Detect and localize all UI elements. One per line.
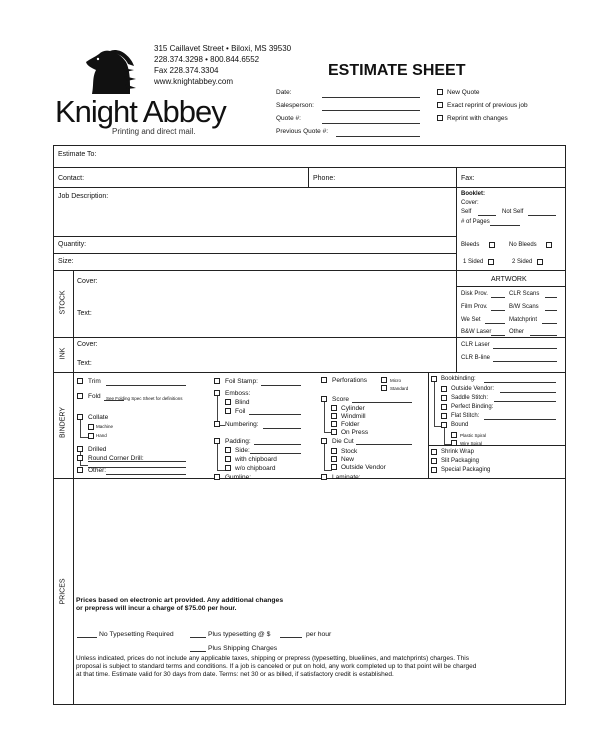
artwork-film-field[interactable] (491, 310, 505, 311)
side-field[interactable] (250, 453, 301, 454)
round-corner-checkbox[interactable] (77, 455, 83, 461)
new-quote-label: New Quote (447, 89, 480, 96)
exact-reprint-label: Exact reprint of previous job (447, 102, 528, 109)
outside-vendor-4-checkbox[interactable] (441, 386, 447, 392)
stock-checkbox[interactable] (331, 448, 337, 454)
pages-label: # of Pages (461, 219, 490, 225)
fold-checkbox[interactable] (77, 393, 83, 399)
new-checkbox[interactable] (331, 456, 337, 462)
phone-label: Phone: (313, 175, 336, 182)
typesetting-rate-field[interactable] (280, 637, 302, 638)
plus-typesetting-check-field[interactable] (190, 637, 206, 638)
laminate-checkbox[interactable] (321, 474, 327, 480)
pages-field[interactable] (490, 225, 520, 226)
trim-checkbox[interactable] (77, 378, 83, 384)
padding-label: Padding: (225, 438, 251, 445)
ink-section-label: INK (59, 347, 67, 360)
col-divider (456, 167, 457, 372)
terms-line-1: Unless indicated, prices do not include any applicable taxes, shipping or prepress (typesetting, blueliines, and matchprints) charges. This (76, 655, 469, 662)
two-sided-checkbox[interactable] (537, 259, 543, 265)
numbering-label: Numbering: (225, 421, 259, 428)
micro-label: Micro (390, 378, 401, 383)
saddle-stitch-field[interactable] (494, 401, 556, 402)
windmill-label: Windmill (341, 413, 366, 420)
no-bleeds-checkbox[interactable] (546, 242, 552, 248)
company-tagline: Printing and direct mail. (112, 127, 196, 136)
standard-label: Standard (390, 386, 409, 391)
estimate-to-label: Estimate To: (58, 151, 97, 158)
row-divider (53, 337, 566, 338)
other-field[interactable] (106, 474, 186, 475)
collate-tree (80, 420, 88, 438)
reprint-changes-label: Reprint with changes (447, 115, 508, 122)
quantity-label: Quantity: (58, 241, 87, 248)
bleeds-checkbox[interactable] (489, 242, 495, 248)
wo-chipboard-label: w/o chipboard (235, 465, 276, 472)
slit-packaging-label: Slit Packaging (441, 458, 480, 464)
stock-text-label: Text: (77, 310, 92, 317)
company-website: www.knightabbey.com (154, 77, 233, 86)
artwork-we-set-field[interactable] (485, 323, 505, 324)
flat-stitch-checkbox[interactable] (441, 413, 447, 419)
row-divider (53, 372, 566, 373)
wo-chipboard-checkbox[interactable] (225, 465, 231, 471)
perfect-binding-checkbox[interactable] (441, 404, 447, 410)
with-chipboard-label: with chipboard (235, 456, 277, 463)
two-sided-label: 2 Sided (512, 259, 533, 265)
fold-label: Fold (88, 393, 101, 400)
one-sided-checkbox[interactable] (488, 259, 494, 265)
foil-checkbox[interactable] (225, 408, 231, 414)
blind-label: Blind (235, 399, 250, 406)
gumline-label: Gumline: (225, 474, 252, 481)
outside-vendor-4-field[interactable] (500, 392, 556, 393)
foil-label: Foil (235, 408, 246, 415)
artwork-bw-laser: B&W Laser (461, 329, 492, 335)
prices-notice-2: or prepress will incur a charge of $75.00 per hour. (76, 605, 237, 612)
artwork-we-set: We Set (461, 317, 481, 323)
bookbinding-label: Bookbinding: (441, 376, 476, 382)
contact-label: Contact: (58, 175, 85, 182)
booklet-cover-label: Cover: (461, 200, 479, 206)
one-sided-label: 1 Sided (463, 259, 484, 265)
not-self-field[interactable] (528, 215, 556, 216)
artwork-clr-bline: CLR B-line (461, 355, 491, 361)
foil-stamp-checkbox[interactable] (214, 378, 220, 384)
padding-field[interactable] (254, 444, 301, 445)
stock-label: Stock (341, 448, 358, 455)
per-hour-label: per hour (306, 631, 332, 638)
side-label: Side: (235, 447, 250, 454)
outside-vendor-checkbox[interactable] (331, 464, 337, 470)
company-fax: Fax 228.374.3304 (154, 66, 219, 75)
plastic-spiral-checkbox[interactable] (451, 432, 457, 438)
company-address: 315 Caillavet Street • Biloxi, MS 39530 (154, 44, 292, 53)
artwork-bw-scans: B/W Scans (509, 304, 539, 310)
artwork-disk-prov: Disk Prov. (461, 291, 488, 297)
artwork-film-prov: Film Prov. (461, 304, 488, 310)
row-divider (53, 236, 456, 237)
plus-typesetting-label: Plus typesetting @ $ (208, 631, 271, 638)
artwork-other-field[interactable] (530, 335, 557, 336)
quote-number-field[interactable] (322, 123, 420, 124)
exact-reprint-checkbox[interactable] (437, 102, 443, 108)
perforations-label: Perforations (332, 377, 368, 384)
bookbinding-field[interactable] (484, 382, 556, 383)
other-checkbox[interactable] (77, 467, 83, 473)
perfect-binding-label: Perfect Binding: (451, 404, 494, 410)
numbering-field[interactable] (263, 428, 301, 429)
wire-spiral-checkbox[interactable] (451, 440, 457, 446)
fax-label: Fax: (461, 175, 475, 182)
artwork-clr-bline-field[interactable] (493, 361, 557, 362)
trim-label: Trim (88, 378, 101, 385)
folder-label: Folder (341, 421, 360, 428)
shrink-wrap-label: Shrink Wrap (441, 449, 474, 455)
plastic-spiral-label: Plastic Spiral (460, 433, 487, 438)
salesperson-field[interactable] (322, 110, 420, 111)
plus-shipping-field[interactable] (190, 651, 206, 652)
foil-stamp-field[interactable] (261, 385, 301, 386)
score-label: Score (332, 396, 349, 403)
on-press-label: On Press (341, 429, 369, 436)
die-cut-label: Die Cut (332, 438, 354, 445)
numbering-checkbox[interactable] (214, 421, 220, 427)
previous-quote-field[interactable] (336, 136, 420, 137)
ink-cover-label: Cover: (77, 341, 98, 348)
round-corner-label: Round Corner Drill: (88, 455, 144, 462)
no-typesetting-field[interactable] (77, 637, 97, 638)
company-name: Knight Abbey (55, 94, 226, 129)
knight-horse-logo (82, 48, 138, 98)
bindery-section-label: BINDERY (59, 407, 67, 438)
cylinder-checkbox[interactable] (331, 405, 337, 411)
flat-stitch-field[interactable] (484, 419, 556, 420)
saddle-stitch-checkbox[interactable] (441, 395, 447, 401)
reprint-changes-checkbox[interactable] (437, 115, 443, 121)
drilled-label: Drilled (88, 446, 107, 453)
artwork-bw-scans-field[interactable] (545, 310, 557, 311)
folder-checkbox[interactable] (331, 421, 337, 427)
col-divider (73, 270, 74, 705)
prices-section-label: PRICES (59, 578, 67, 605)
terms-line-2: proposal is subject to standard terms and conditions. If a job is canceled or put on hold, any work completed up to that point will be charged (76, 663, 477, 670)
wire-spiral-label: Wire Spiral (460, 441, 483, 446)
not-self-label: Not Self (502, 209, 524, 215)
machine-label: Machine (96, 424, 114, 429)
windmill-checkbox[interactable] (331, 413, 337, 419)
no-bleeds-label: No Bleeds (509, 242, 537, 248)
machine-checkbox[interactable] (88, 424, 94, 430)
foil-stamp-label: Foil Stamp: (225, 378, 258, 385)
hand-checkbox[interactable] (88, 433, 94, 439)
artwork-matchprint: Matchprint (509, 317, 538, 323)
blind-checkbox[interactable] (225, 399, 231, 405)
quote-number-label: Quote #: (276, 115, 301, 122)
row-divider (456, 286, 566, 287)
artwork-other: Other (509, 329, 525, 335)
slit-packaging-checkbox[interactable] (431, 458, 437, 464)
self-label: Self (461, 209, 472, 215)
fold-note: See Folding Spec Sheet for definitions (106, 396, 183, 401)
page-title: ESTIMATE SHEET (328, 62, 466, 79)
plus-shipping-label: Plus Shipping Charges (208, 645, 278, 652)
prices-notice-1: Prices based on electronic art provided. Any additional changes (76, 597, 284, 604)
row-divider (53, 478, 566, 479)
row-divider (53, 253, 456, 254)
ink-text-label: Text: (77, 360, 92, 367)
booklet-title: Booklet: (461, 191, 485, 197)
col-divider (428, 372, 429, 478)
artwork-clr-scans: CLR Scans (509, 291, 540, 297)
emboss-label: Emboss: (225, 390, 251, 397)
artwork-matchprint-field[interactable] (542, 323, 557, 324)
bound-label: Bound (451, 422, 469, 428)
bleeds-label: Bleeds (461, 242, 480, 248)
micro-checkbox[interactable] (381, 377, 387, 383)
other-label: Other: (88, 467, 107, 474)
outside-vendor-label: Outside Vendor (341, 464, 386, 471)
with-chipboard-checkbox[interactable] (225, 456, 231, 462)
on-press-checkbox[interactable] (331, 429, 337, 435)
date-field[interactable] (322, 97, 420, 98)
self-field[interactable] (478, 215, 496, 216)
score-field[interactable] (352, 402, 412, 403)
side-checkbox[interactable] (225, 447, 231, 453)
artwork-bw-laser-field[interactable] (491, 335, 505, 336)
no-typesetting-label: No Typesetting Required (99, 631, 174, 638)
artwork-clr-laser: CLR Laser (461, 342, 490, 348)
cylinder-label: Cylinder (341, 405, 365, 412)
artwork-disk-field[interactable] (491, 297, 505, 298)
laminate-label: Laminate: (332, 474, 361, 481)
padding-tree (217, 444, 225, 471)
artwork-title: ARTWORK (491, 276, 527, 283)
previous-quote-label: Previous Quote #: (276, 128, 329, 135)
stock-section-label: STOCK (59, 290, 67, 315)
date-label: Date: (276, 89, 292, 96)
new-label: New (341, 456, 355, 463)
company-phone: 228.374.3298 • 800.844.6552 (154, 55, 260, 64)
foil-field[interactable] (249, 414, 301, 415)
standard-checkbox[interactable] (381, 385, 387, 391)
size-label: Size: (58, 258, 74, 265)
outside-vendor-4-label: Outside Vendor: (451, 386, 495, 392)
form-frame (53, 145, 566, 705)
new-quote-checkbox[interactable] (437, 89, 443, 95)
stock-cover-label: Cover: (77, 278, 98, 285)
salesperson-label: Salesperson: (276, 102, 314, 109)
perforations-checkbox[interactable] (321, 377, 327, 383)
collate-label: Collate (88, 414, 109, 421)
special-packaging-checkbox[interactable] (431, 467, 437, 473)
artwork-clr-laser-field[interactable] (493, 348, 557, 349)
die-cut-field[interactable] (356, 444, 412, 445)
row-divider (53, 167, 566, 168)
artwork-clr-scans-field[interactable] (545, 297, 557, 298)
terms-line-3: at that time. Estimate valid for 30 days from date. Terms: net 30 or as billed, if satisfactory credit is established. (76, 671, 394, 678)
row-divider (428, 445, 566, 446)
flat-stitch-label: Flat Stitch: (451, 413, 480, 419)
trim-field[interactable] (106, 385, 186, 386)
gumline-checkbox-visible[interactable] (214, 474, 220, 480)
hand-label: Hand (96, 433, 107, 438)
job-description-label: Job Description: (58, 193, 109, 200)
col-divider (308, 167, 309, 187)
round-corner-field[interactable] (150, 461, 186, 462)
row-divider (53, 187, 566, 188)
saddle-stitch-label: Saddle Stitch: (451, 395, 489, 401)
shrink-wrap-checkbox[interactable] (431, 449, 437, 455)
row-divider (53, 270, 566, 271)
special-packaging-label: Special Packaging (441, 467, 491, 473)
